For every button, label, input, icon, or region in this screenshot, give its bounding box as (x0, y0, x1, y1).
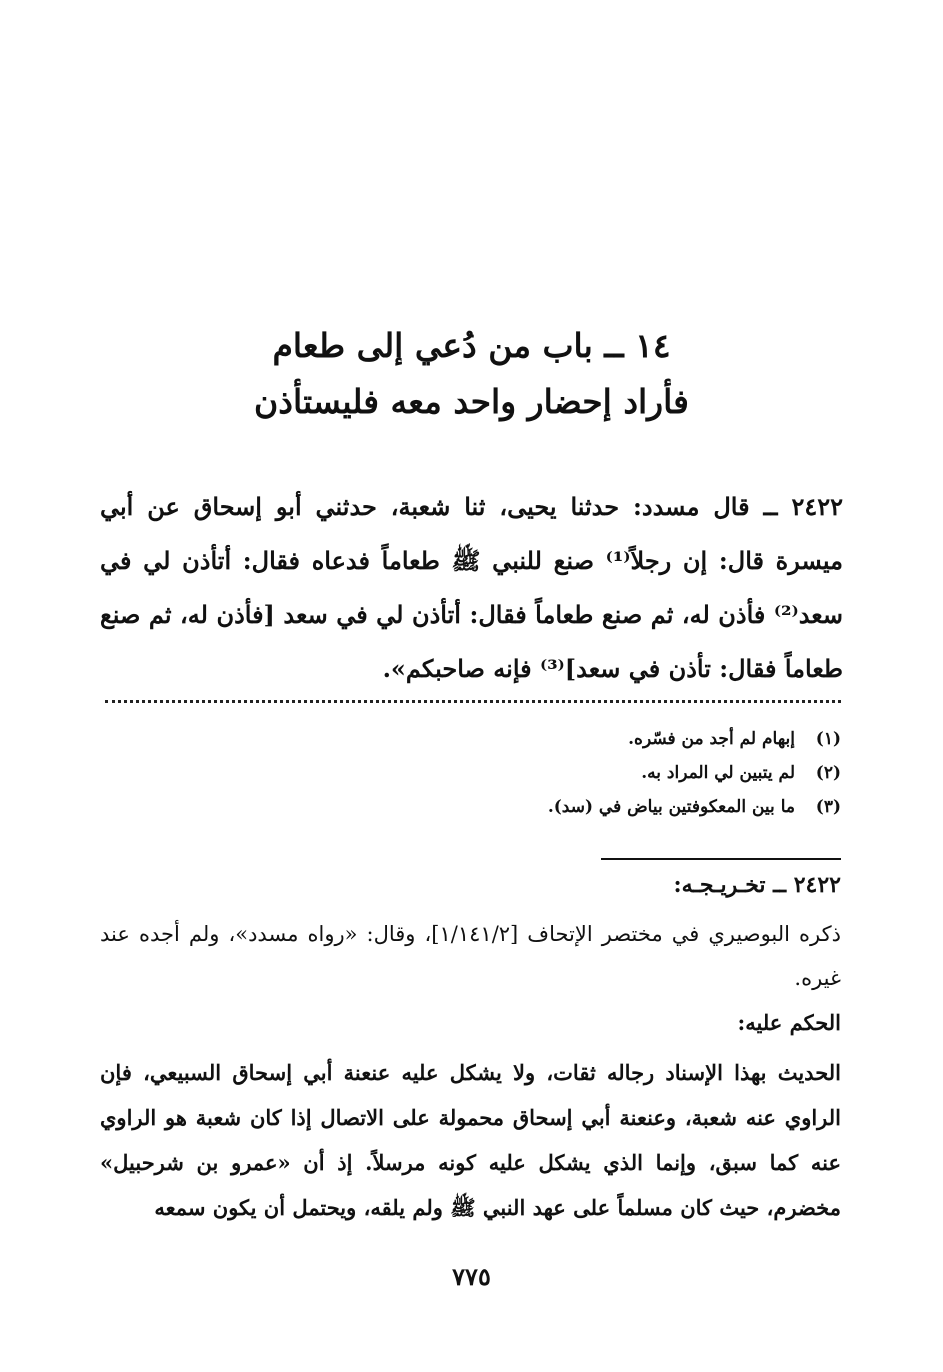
footnote-text: لم يتبين لي المراد به. (641, 763, 795, 783)
page-number: ٧٧٥ (452, 1262, 491, 1291)
footnote-item (100, 756, 841, 790)
hadith-text: ــ قال مسدد: حدثنا يحيى، ثنا شعبة، حدثني أبو إسحاق عن أبي ميسرة قال: إن رجلاً⁽¹⁾ صنع للنبي ﷺ طعاماً فدعاه فقال: أتأذن لي في سعد⁽²⁾ فأذن له، ثم صنع طعاماً فقال: أتأذن لي في سعد [فأذن له، ثم صنع طعاماً فقال: تأذن في سعد]⁽³⁾ فإنه صاحبكم». (100, 492, 843, 683)
hadith-block (100, 480, 843, 696)
hadith-number: ٢٤٢٢ (791, 492, 843, 521)
footnote-separator (105, 700, 841, 703)
footnote-number: (١) (815, 729, 841, 749)
hukm-heading: الحكم عليه: (737, 1010, 841, 1035)
takhrij-text: ذكره البوصيري في مختصر الإتحاف [١/١٤١/٢]، وقال: «رواه مسدد»، ولم أجده عند غيره. (100, 922, 841, 990)
footnote-number: (٢) (815, 763, 841, 783)
section-rule (601, 858, 841, 860)
footnote-item (100, 790, 841, 824)
footnote-item (100, 722, 841, 756)
chapter-title (120, 318, 823, 430)
footnote-text: ما بين المعكوفتين بياض في (سد). (547, 797, 795, 817)
footnote-text: إبهام لم أجد من فسّره. (628, 729, 795, 749)
chapter-title-line-2: فأراد إحضار واحد معه فليستأذن (254, 382, 689, 421)
chapter-title-line-1: ١٤ ــ باب من دُعي إلى طعام (272, 326, 671, 365)
takhrij-heading: ٢٤٢٢ ــ تخـريـجـه: (673, 872, 841, 898)
footnote-number: (٣) (815, 797, 841, 817)
footnotes (100, 722, 841, 824)
hukm-text: الحديث بهذا الإسناد رجاله ثقات، ولا يشكل عليه عنعنة أبي إسحاق السبيعي، فإن الراوي عنه شعبة، وعنعنة أبي إسحاق محمولة على الاتصال إذا كان شعبة هو الراوي عنه كما سبق، وإنما الذي يشكل عليه كونه مرسلاً. إذ أن «عمرو بن شرحبيل» مخضرم، حيث كان مسلماً على عهد النبي ﷺ ولم يلقه، ويحتمل أن يكون سمعه (100, 1060, 841, 1220)
